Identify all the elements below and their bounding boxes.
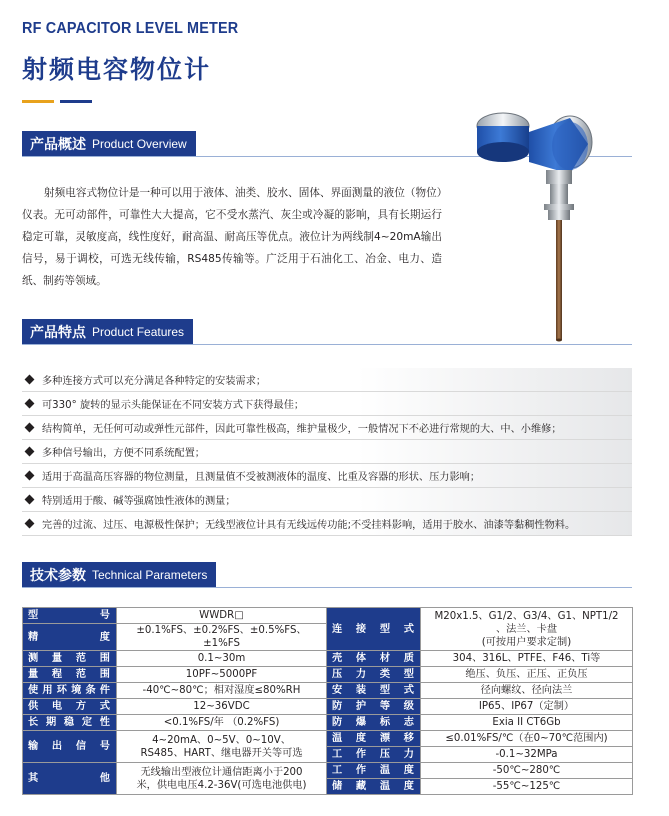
param-value: 0.1~30m (117, 651, 327, 667)
table-row (23, 763, 633, 779)
meter-probe-rod (556, 220, 562, 342)
param-label: 防爆标志 (327, 715, 421, 731)
meter-connection (544, 170, 574, 220)
param-value: 304、316L、PTFE、F46、Ti等 (421, 651, 633, 667)
feature-item (22, 512, 632, 536)
param-value: 10PF~5000PF (117, 667, 327, 683)
diamond-bullet-icon (25, 471, 35, 481)
param-value: M20x1.5、G1/2、G3/4、G1、NPT1/2 、法兰、卡盘 (可按用户要求定制) (421, 608, 633, 651)
param-label: 工作温度 (327, 763, 421, 779)
overview-text: 射频电容式物位计是一种可以用于液体、油类、胶水、固体、界面测量的液位（物位）仪表。无可动部件，可靠性大大提高，它不受水蒸汽、灰尘或冷凝的影响，具有长期运行稳定可靠，灵敏度高，线性度好，耐高温、耐高压等优点。液位计为两线制4~20mA输出信号，易于调校，可选无线传输，RS485传输等。广泛用于石油化工、冶金、电力、造纸、制药等领域。 (22, 187, 442, 287)
param-label: 防护等级 (327, 699, 421, 715)
param-value: 绝压、负压、正压、正负压 (421, 667, 633, 683)
english-title: RF CAPACITOR LEVEL METER (22, 20, 239, 37)
param-value: 径向螺纹、径向法兰 (421, 683, 633, 699)
table-row (23, 651, 633, 667)
feature-text: 多种信号输出，方便不同系统配置； (42, 448, 205, 459)
param-label: 量程范围 (23, 667, 117, 683)
param-value: WWDR□ (117, 608, 327, 624)
features-label-en: Product Features (92, 324, 185, 339)
param-label: 压力类型 (327, 667, 421, 683)
table-row (23, 667, 633, 683)
param-label: 型号 (23, 608, 117, 624)
param-label: 输出信号 (23, 731, 117, 763)
feature-text: 适用于高温高压容器的物位测量，且测量值不受被测液体的温度、比重及容器的形状、压力影响； (42, 472, 481, 483)
param-label: 长期稳定性 (23, 715, 117, 731)
table-row (23, 699, 633, 715)
feature-text: 可330° 旋转的显示头能保证在不同安装方式下获得最佳； (42, 400, 305, 411)
parameters-section-header (22, 562, 216, 587)
table-row (23, 715, 633, 731)
param-label: 其他 (23, 763, 117, 795)
diamond-bullet-icon (25, 519, 35, 529)
param-label: 温度漂移 (327, 731, 421, 747)
param-value: -55℃~125℃ (421, 779, 633, 795)
param-label: 精度 (23, 624, 117, 651)
param-value: 12~36VDC (117, 699, 327, 715)
diamond-bullet-icon (25, 447, 35, 457)
param-label: 工作压力 (327, 747, 421, 763)
accent-bar-orange (22, 100, 54, 103)
parameters-table (22, 607, 633, 795)
param-label: 使用环境条件 (23, 683, 117, 699)
parameters-underline (22, 587, 632, 588)
param-value: Exia II CT6Gb (421, 715, 633, 731)
feature-item (22, 368, 632, 392)
diamond-bullet-icon (25, 375, 35, 385)
features-underline (22, 344, 632, 345)
parameters-label-en: Technical Parameters (92, 567, 208, 582)
diamond-bullet-icon (25, 495, 35, 505)
feature-text: 结构简单，无任何可动或弹性元部件，因此可靠性极高，维护量极少，一般情况下不必进行常规的大、中、小维修； (42, 424, 562, 435)
table-row (23, 683, 633, 699)
feature-item (22, 488, 632, 512)
parameters-label-cn: 技术参数 (30, 567, 86, 584)
param-value: 4~20mA、0~5V、0~10V、 RS485、HART、继电器开关等可选 (117, 731, 327, 763)
overview-label-cn: 产品概述 (30, 136, 86, 153)
param-value: <0.1%FS/年 （0.2%FS) (117, 715, 327, 731)
features-list (22, 368, 632, 536)
diamond-bullet-icon (25, 399, 35, 409)
param-value: -50℃~280℃ (421, 763, 633, 779)
features-label-cn: 产品特点 (30, 324, 86, 341)
param-value: -40℃~80℃；相对湿度≤80%RH (117, 683, 327, 699)
param-label: 测量范围 (23, 651, 117, 667)
product-photo (458, 104, 628, 342)
param-label: 安装型式 (327, 683, 421, 699)
feature-item (22, 440, 632, 464)
table-row (23, 731, 633, 747)
features-section-header (22, 319, 193, 344)
feature-item (22, 392, 632, 416)
overview-section-header (22, 131, 196, 156)
feature-item (22, 464, 632, 488)
param-label: 供电方式 (23, 699, 117, 715)
diamond-bullet-icon (25, 423, 35, 433)
accent-bar-blue (60, 100, 92, 103)
overview-label-en: Product Overview (92, 136, 187, 151)
feature-item (22, 416, 632, 440)
table-row (23, 608, 633, 624)
param-label: 壳体材质 (327, 651, 421, 667)
param-value: 无线输出型液位计通信距离小于200 米，供电电压4.2-36V(可选电池供电) (117, 763, 327, 795)
param-value: ±0.1%FS、±0.2%FS、±0.5%FS、 ±1%FS (117, 624, 327, 651)
meter-head (477, 113, 628, 174)
param-label: 储藏温度 (327, 779, 421, 795)
feature-text: 完善的过流、过压、电源极性保护；无线型液位计具有无线远传功能;不受挂料影响，适用于胶水、油漆等黏稠性物料。 (42, 520, 576, 531)
param-value: -0.1~32MPa (421, 747, 633, 763)
feature-text: 特别适用于酸、碱等强腐蚀性液体的测量； (42, 496, 236, 507)
param-label: 连接型式 (327, 608, 421, 651)
param-value: ≤0.01%FS/℃（在0~70℃范围内) (421, 731, 633, 747)
chinese-title: 射频电容物位计 (22, 55, 212, 84)
feature-text: 多种连接方式可以充分满足各种特定的安装需求； (42, 376, 267, 387)
param-value: IP65、IP67（定制） (421, 699, 633, 715)
